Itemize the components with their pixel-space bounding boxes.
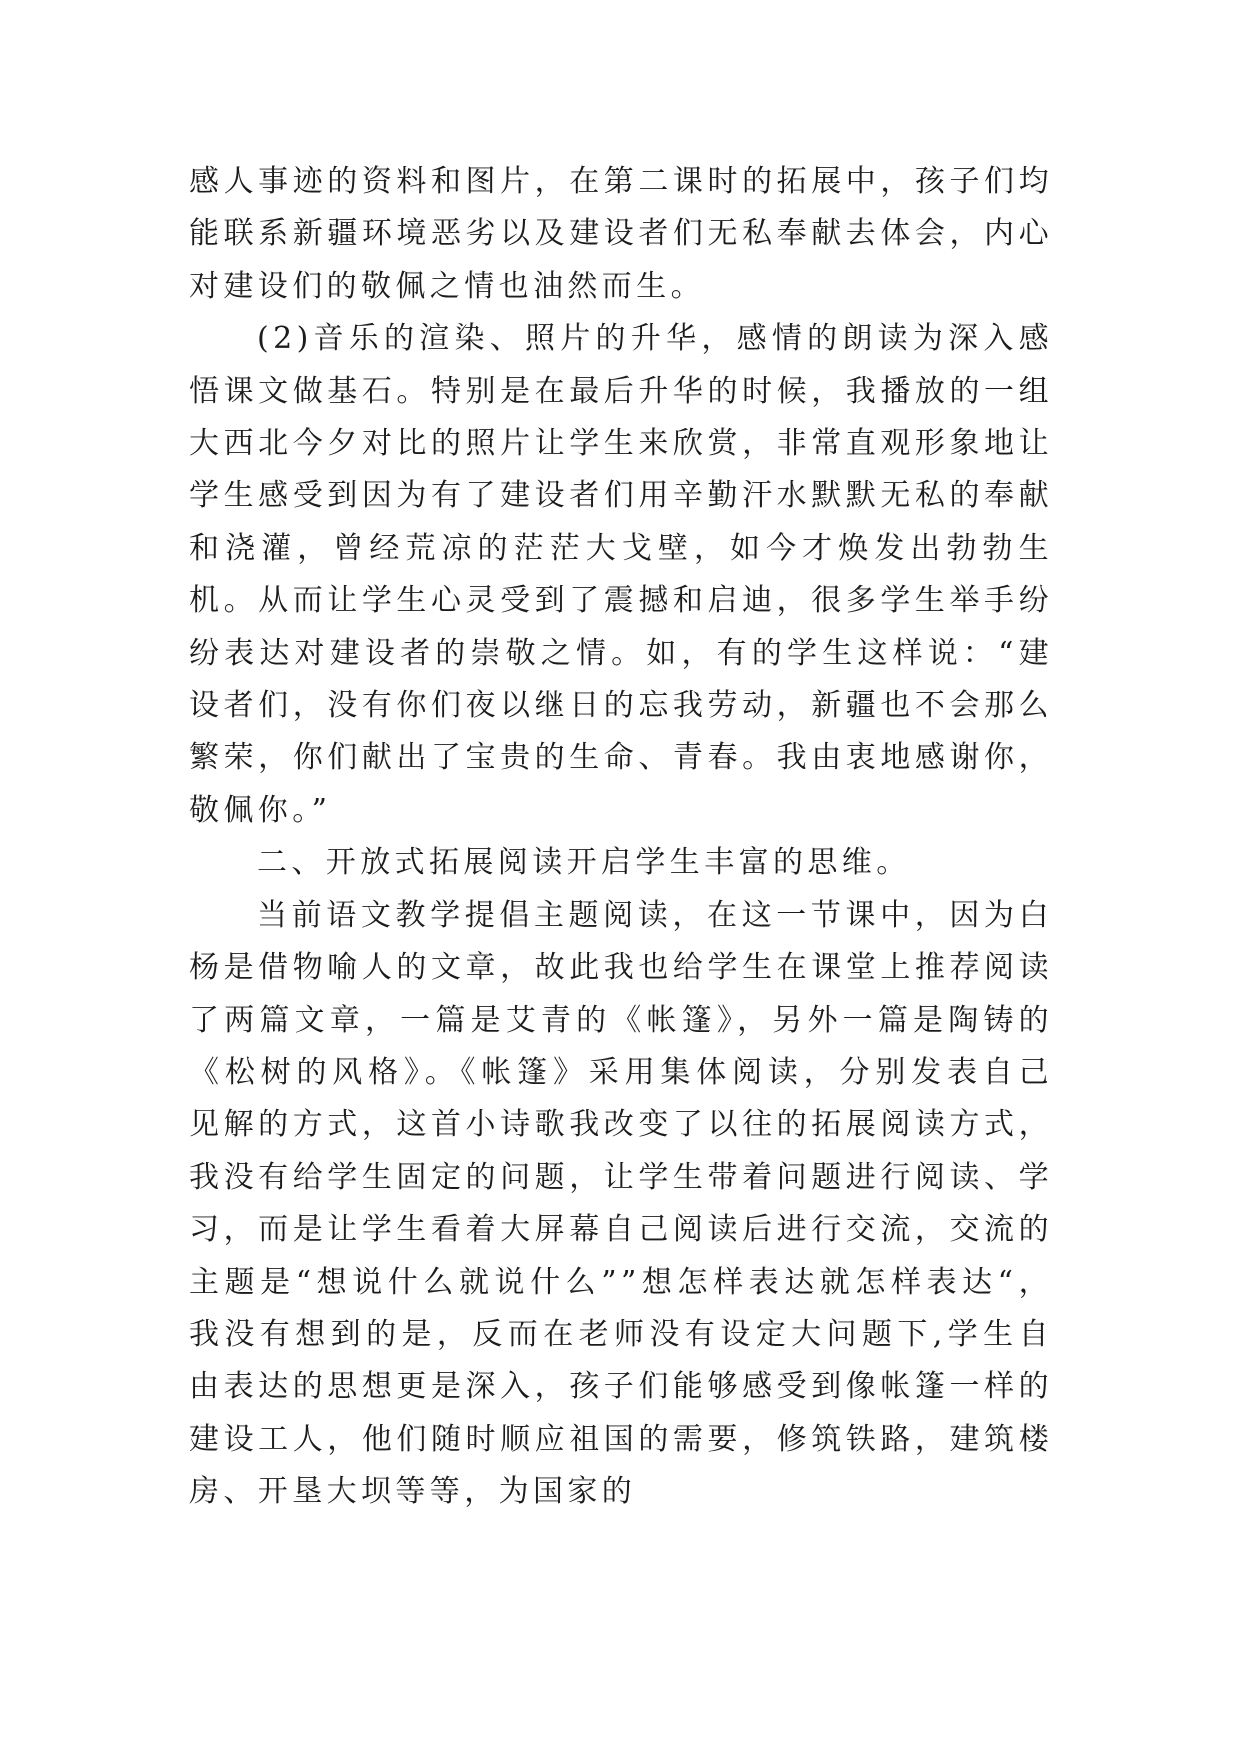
document-body: [189, 156, 1053, 1519]
paragraph-1: 感人事迹的资料和图片，在第二课时的拓展中，孩子们均能联系新疆环境恶劣以及建设者们无私奉献去体会，内心对建设们的敬佩之情也油然而生。: [189, 164, 1053, 304]
paragraph-2: (2)音乐的渲染、照片的升华，感情的朗读为深入感悟课文做基石。特别是在最后升华的时候，我播放的一组大西北今夕对比的照片让学生来欣赏，非常直观形象地让学生感受到因为有了建设者们用辛勤汗水默默无私的奉献和浇灌，曾经荒凉的茫茫大戈壁，如今才焕发出勃勃生机。从而让学生心灵受到了震撼和启迪，很多学生举手纷纷表达对建设者的崇敬之情。如，有的学生这样说：“建设者们，没有你们夜以继日的忘我劳动，新疆也不会那么繁荣，你们献出了宝贵的生命、青春。我由衷地感谢你，敬佩你。”: [189, 321, 1053, 828]
section-heading: 二、开放式拓展阅读开启学生丰富的思维。: [257, 845, 911, 881]
paragraph-3: 当前语文教学提倡主题阅读，在这一节课中，因为白杨是借物喻人的文章，故此我也给学生在课堂上推荐阅读了两篇文章，一篇是艾青的《帐篷》，另外一篇是陶铸的《松树的风格》。《帐篷》采用集体阅读，分别发表自己见解的方式，这首小诗歌我改变了以往的拓展阅读方式，我没有给学生固定的问题，让学生带着问题进行阅读、学习，而是让学生看着大屏幕自己阅读后进行交流，交流的主题是“想说什么就说什么””想怎样表达就怎样表达“，我没有想到的是，反而在老师没有设定大问题下,学生自由表达的思想更是深入，孩子们能够感受到像帐篷一样的建设工人，他们随时顺应祖国的需要，修筑铁路，建筑楼房、开垦大坝等等，为国家的: [189, 897, 1053, 1510]
